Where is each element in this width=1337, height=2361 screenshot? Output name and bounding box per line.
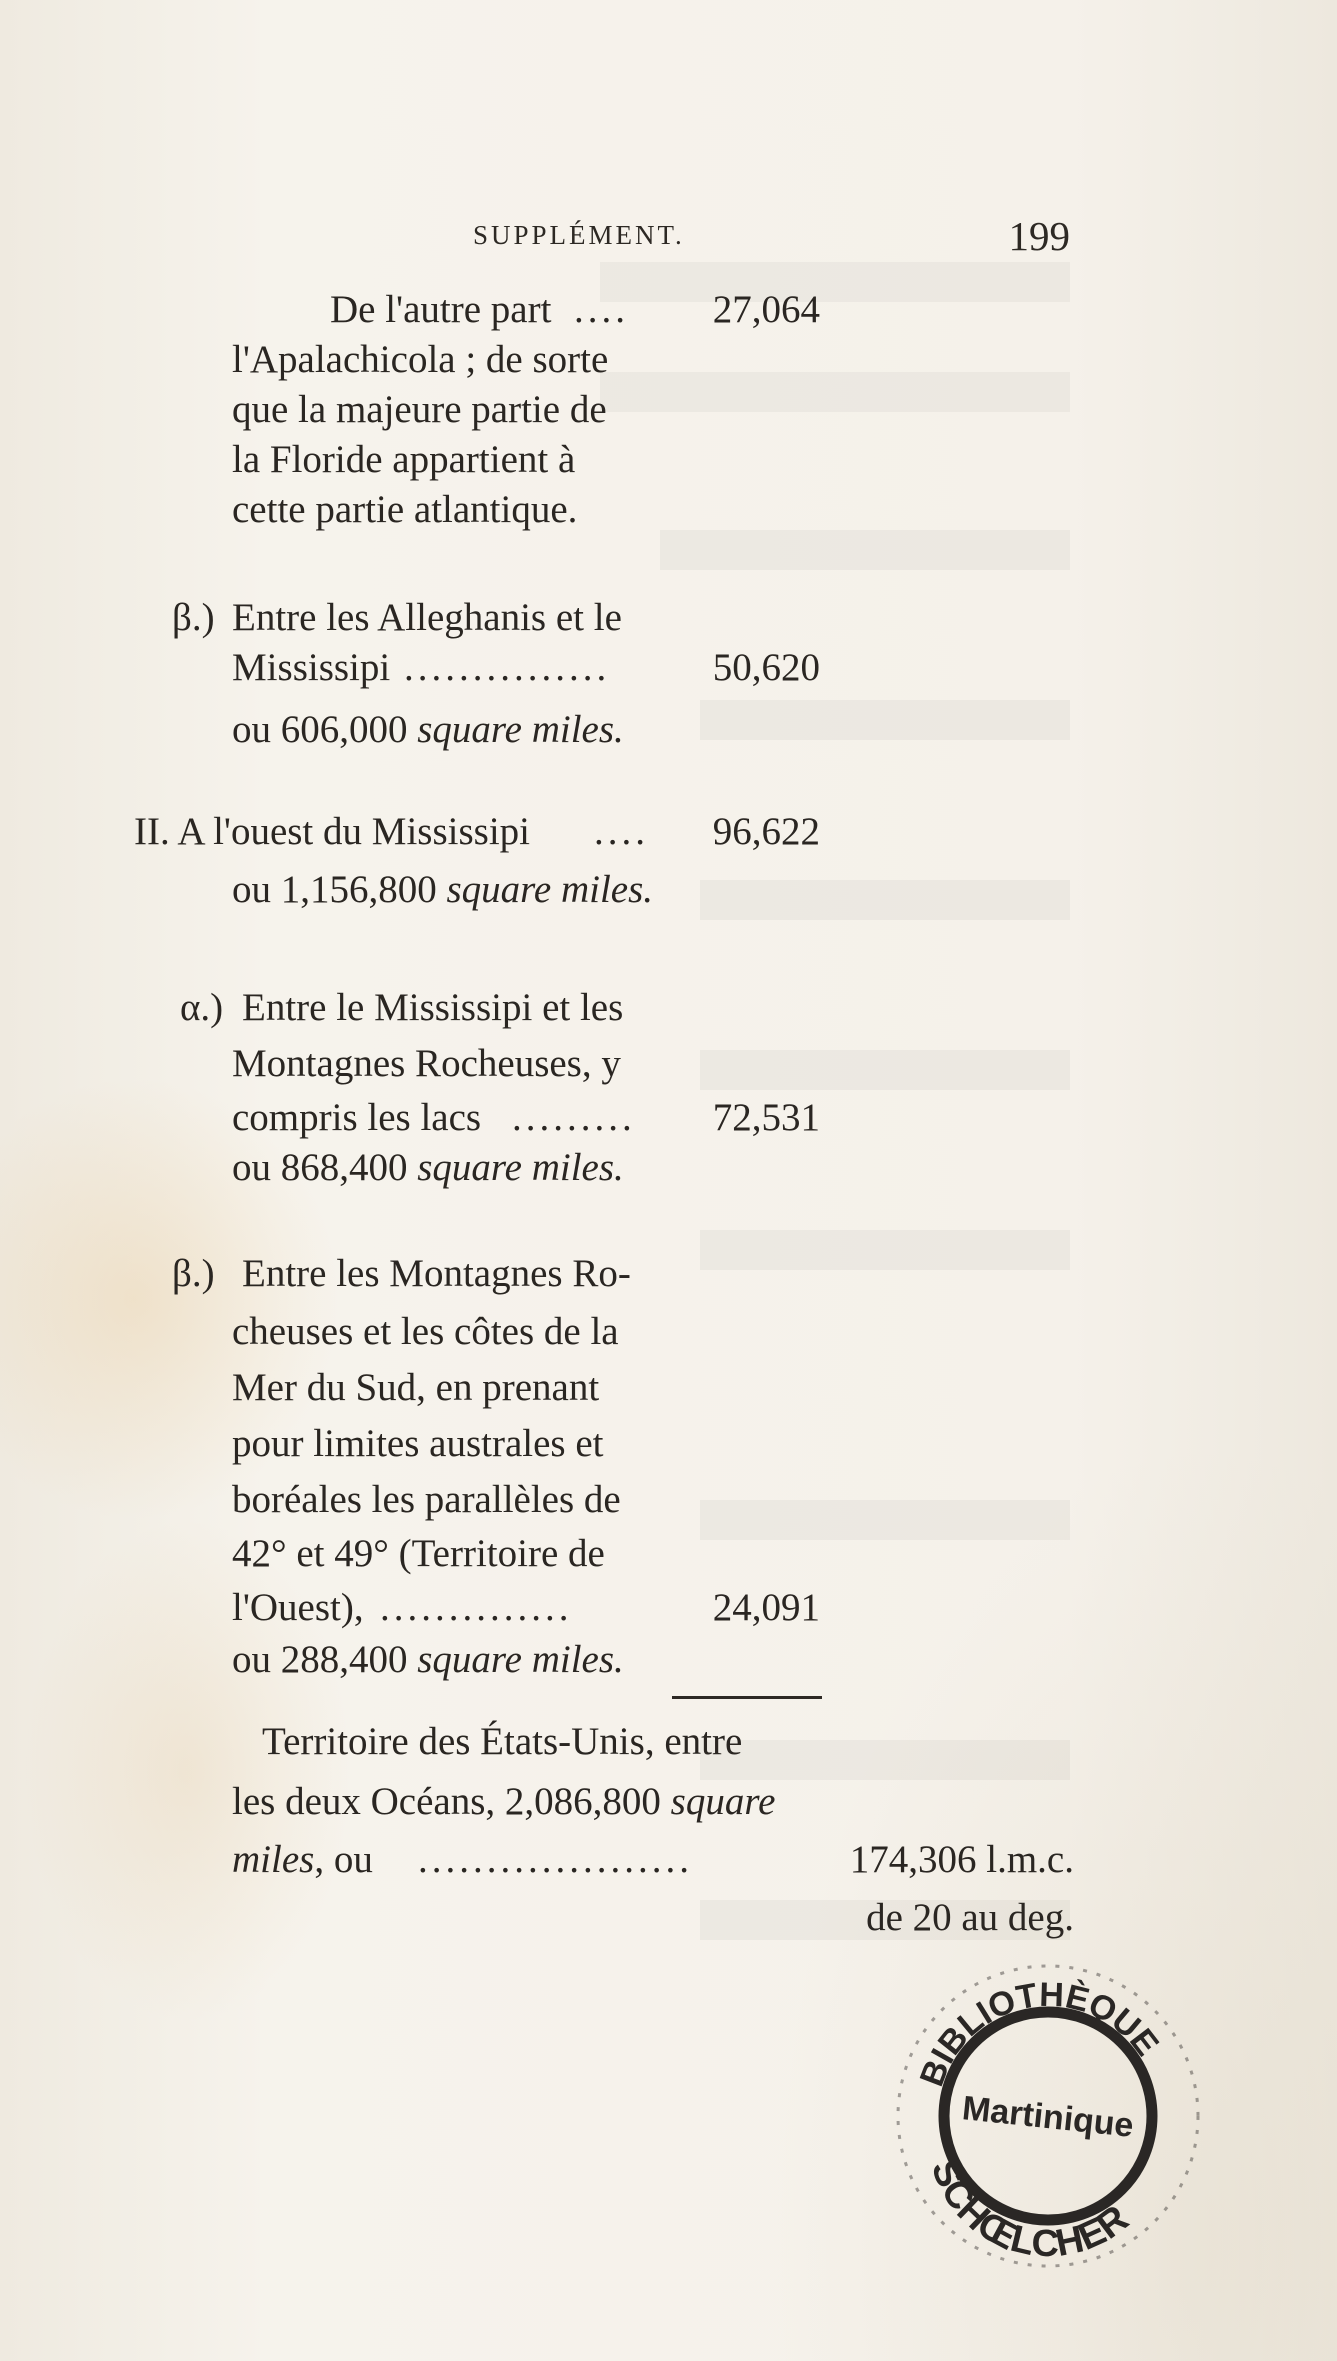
text-line: que la majeure partie de — [232, 388, 607, 431]
text-line: la Floride appartient à — [232, 438, 576, 481]
square-miles-unit: square miles. — [417, 708, 624, 751]
entry-marker: β.) — [172, 1252, 215, 1295]
text-line: Entre les Alleghanis et le — [232, 596, 622, 639]
square-miles-value: ou 606,000 — [232, 708, 408, 751]
square-miles-line — [232, 866, 653, 914]
page-number: 199 — [1008, 213, 1070, 259]
text-line: Territoire des États-Unis, entre — [262, 1720, 743, 1763]
leader-dots: ............... — [404, 646, 611, 689]
total-square-miles-line — [232, 1778, 775, 1826]
entry-value: 50,620 — [712, 646, 820, 689]
entry-label — [232, 1836, 373, 1884]
entry-value: 24,091 — [712, 1586, 820, 1629]
entry-marker: β.) — [172, 596, 215, 639]
leader-dots: .................... — [418, 1838, 693, 1881]
square-miles-value: ou 868,400 — [232, 1146, 408, 1189]
entry-label-text: , ou — [314, 1838, 373, 1881]
square-miles-line — [232, 1636, 624, 1684]
square-miles-value: ou 1,156,800 — [232, 868, 437, 911]
square-miles-unit: square miles. — [417, 1146, 624, 1189]
stamp-bottom-text — [923, 2155, 1137, 2266]
entry-label: compris les lacs — [232, 1096, 482, 1139]
square-miles-value: ou 288,400 — [232, 1638, 408, 1681]
entry-label: De l'autre part — [330, 288, 552, 331]
text-line: Entre les Montagnes Ro- — [242, 1252, 631, 1295]
text-line: 42° et 49° (Territoire de — [232, 1532, 605, 1575]
total-value: 174,306 l.m.c. — [849, 1838, 1074, 1881]
entry-label: II. A l'ouest du Mississipi — [134, 810, 530, 853]
sum-rule — [672, 1696, 822, 1699]
entry-value: 96,622 — [712, 810, 820, 853]
text-line: Montagnes Rocheuses, y — [232, 1042, 621, 1085]
square-miles-unit: square miles. — [417, 1638, 624, 1681]
text-line: boréales les parallèles de — [232, 1478, 621, 1521]
square-miles-value: les deux Océans, 2,086,800 — [232, 1780, 661, 1823]
text-line: l'Apalachicola ; de sorte — [232, 338, 609, 381]
square-miles-unit: miles — [232, 1838, 315, 1881]
entry-label: Mississipi — [232, 646, 391, 689]
stamp-top-text-path: BIBLIOTHÈQUE — [912, 1975, 1167, 2092]
text-line: cette partie atlantique. — [232, 488, 578, 531]
entry-label: l'Ouest), — [232, 1586, 364, 1629]
entry-marker: α.) — [180, 986, 224, 1029]
page-header — [230, 212, 1070, 268]
square-miles-unit: square miles. — [446, 868, 654, 911]
text-line: Mer du Sud, en prenant — [232, 1366, 600, 1409]
stamp-center-text: Martinique — [960, 2089, 1136, 2145]
text-line: Entre le Mississipi et les — [242, 986, 624, 1029]
entry-value: 72,531 — [712, 1096, 820, 1139]
library-stamp — [868, 1936, 1228, 2296]
leader-dots: .... — [574, 288, 629, 331]
square-miles-unit: square — [670, 1780, 776, 1823]
running-head: SUPPLÉMENT. — [473, 220, 685, 250]
stamp-top-text — [913, 1976, 1166, 2092]
leader-dots: .............. — [380, 1586, 573, 1629]
entry-value: 27,064 — [712, 288, 820, 331]
leader-dots: .... — [594, 810, 649, 853]
text-line: pour limites australes et — [232, 1422, 604, 1465]
text-line: cheuses et les côtes de la — [232, 1310, 619, 1353]
square-miles-line — [232, 706, 624, 754]
stamp-bottom-text-path: SCHŒLCHER — [922, 2154, 1137, 2266]
total-note: de 20 au deg. — [866, 1896, 1074, 1939]
square-miles-line — [232, 1144, 624, 1192]
leader-dots: ......... — [512, 1096, 636, 1139]
